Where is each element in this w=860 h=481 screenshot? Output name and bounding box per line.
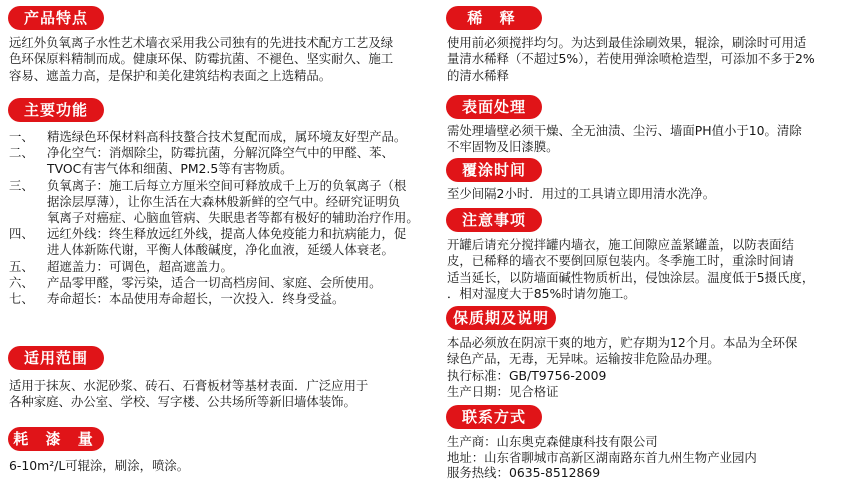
list-item bbox=[5, 145, 419, 177]
contact-text bbox=[447, 434, 757, 481]
list-item bbox=[5, 178, 419, 227]
text-line: 容易、遮盖力高，是保护和美化建筑结构表面之上选精品。 bbox=[9, 67, 332, 83]
section-header-product-features: 产品特点 bbox=[8, 6, 104, 30]
section-header-shelf-life: 保质期及说明 bbox=[446, 306, 556, 330]
list-item bbox=[5, 259, 419, 275]
section-header-recoat-time: 覆涂时间 bbox=[446, 158, 542, 182]
text-line: 绿色产品，无毒，无异味。运输按非危险品办理。 bbox=[447, 351, 720, 367]
text-line: 量清水稀释（不超过5%），若使用弹涂喷枪造型，可添加不多于2% bbox=[447, 51, 815, 67]
section-header-coverage: 耗 漆 量 bbox=[8, 427, 104, 451]
main-functions-list bbox=[5, 129, 419, 307]
item-text: 负氧离子：施工后每立方厘米空间可释放成千上万的负氧离子（根 bbox=[47, 177, 407, 193]
section-header-surface-prep: 表面处理 bbox=[446, 95, 542, 119]
item-text: 氧离子对癌症、心脑血管病、失眠患者等都有极好的辅助治疗作用。 bbox=[47, 210, 419, 226]
item-text: 据涂层厚薄），让你生活在大森林般新鲜的空气中。经研究证明负 bbox=[47, 193, 401, 209]
item-number: 二、 bbox=[9, 145, 34, 161]
list-item bbox=[5, 275, 419, 291]
text-line: 各种家庭、办公室、学校、写字楼、公共场所等新旧墙体装饰。 bbox=[9, 394, 356, 410]
section-header-precautions: 注意事项 bbox=[446, 208, 542, 232]
item-number: 五、 bbox=[9, 258, 34, 274]
application-scope-text bbox=[9, 378, 368, 411]
list-item bbox=[5, 226, 419, 258]
right-column bbox=[440, 0, 860, 481]
text-line: ．相对湿度大于85%时请勿施工。 bbox=[447, 286, 636, 302]
item-number: 三、 bbox=[9, 177, 34, 193]
precautions-text bbox=[447, 237, 814, 303]
surface-prep-text bbox=[447, 123, 802, 156]
item-number: 六、 bbox=[9, 274, 34, 290]
text-line: 需处理墙壁必须干燥、全无油渍、尘污、墙面PH值小于10。清除 bbox=[447, 123, 802, 138]
section-header-contact: 联系方式 bbox=[446, 405, 542, 429]
dilution-text bbox=[447, 35, 815, 84]
list-item bbox=[5, 291, 419, 307]
item-text: TVOC有害气体和细菌、PM2.5等有害物质。 bbox=[47, 161, 293, 177]
text-line: 的清水稀释 bbox=[447, 67, 509, 83]
text-line: 远红外负氧离子水性艺术墙衣采用我公司独有的先进技术配方工艺及绿 bbox=[9, 35, 394, 50]
production-date-line: 生产日期：见合格证 bbox=[447, 384, 559, 400]
section-header-main-functions: 主要功能 bbox=[8, 98, 104, 122]
text-line: 皮，已稀释的墙衣不要倒回原包装内。冬季施工时，重涂时间请 bbox=[447, 253, 794, 269]
section-header-application-scope: 适用范围 bbox=[8, 346, 104, 370]
item-text: 产品零甲醛，零污染，适合一切高档房间、家庭、会所使用。 bbox=[47, 274, 382, 290]
item-text: 远红外线：终生释放远红外线，提高人体免疫能力和抗病能力，促 bbox=[47, 226, 407, 242]
hotline-line: 服务热线：0635-8512869 bbox=[447, 465, 601, 481]
section-header-dilution: 稀 释 bbox=[446, 6, 542, 30]
text-line: 本品必须放在阴凉干爽的地方，贮存期为12个月。本品为全环保 bbox=[447, 335, 798, 350]
manufacturer-line: 生产商：山东奥克森健康科技有限公司 bbox=[447, 434, 658, 449]
item-number: 四、 bbox=[9, 226, 34, 242]
item-text: 寿命超长：本品使用寿命超长，一次投入．终身受益。 bbox=[47, 291, 345, 307]
item-text: 进人体新陈代谢，平衡人体酸碱度，净化血液，延缓人体衰老。 bbox=[47, 242, 394, 258]
item-number: 七、 bbox=[9, 291, 34, 307]
item-number: 一、 bbox=[9, 129, 34, 144]
list-item bbox=[5, 129, 419, 145]
text-line: 色环保原料精制而成。健康环保、防霉抗菌、不褪色、坚实耐久、施工 bbox=[9, 51, 394, 67]
text-line: 开罐后请充分搅拌罐内墙衣，施工间隙应盖紧罐盖，以防表面结 bbox=[447, 237, 794, 252]
item-text: 精选绿色环保材料高科技螯合技术复配而成，属环境友好型产品。 bbox=[47, 129, 407, 144]
recoat-time-text: 至少间隔2小时．用过的工具请立即用清水洗净。 bbox=[447, 186, 716, 201]
item-text: 超遮盖力：可调色，超高遮盖力。 bbox=[47, 258, 233, 274]
text-line: 使用前必须搅拌均匀。为达到最佳涂刷效果，辊涂，刷涂时可用适 bbox=[447, 35, 807, 50]
coverage-text: 6-10m²/L可辊涂，刷涂，喷涂。 bbox=[9, 458, 190, 473]
text-line: 不牢固物及旧漆膜。 bbox=[447, 139, 559, 155]
standard-line: 执行标准：GB/T9756-2009 bbox=[447, 367, 607, 383]
text-line: 适当延长，以防墙面碱性物质析出，侵蚀涂层。温度低于5摄氏度， bbox=[447, 269, 815, 285]
shelf-life-text bbox=[447, 335, 797, 401]
item-text: 净化空气：消烟除尘，防霉抗菌，分解沉降空气中的甲醛、苯、 bbox=[47, 145, 394, 161]
text-line: 适用于抹灰、水泥砂浆、砖石、石膏板材等基材表面．广泛应用于 bbox=[9, 378, 369, 393]
address-line: 地址：山东省聊城市高新区湖南路东首九州生物产业园内 bbox=[447, 449, 757, 465]
product-features-text bbox=[9, 35, 393, 84]
